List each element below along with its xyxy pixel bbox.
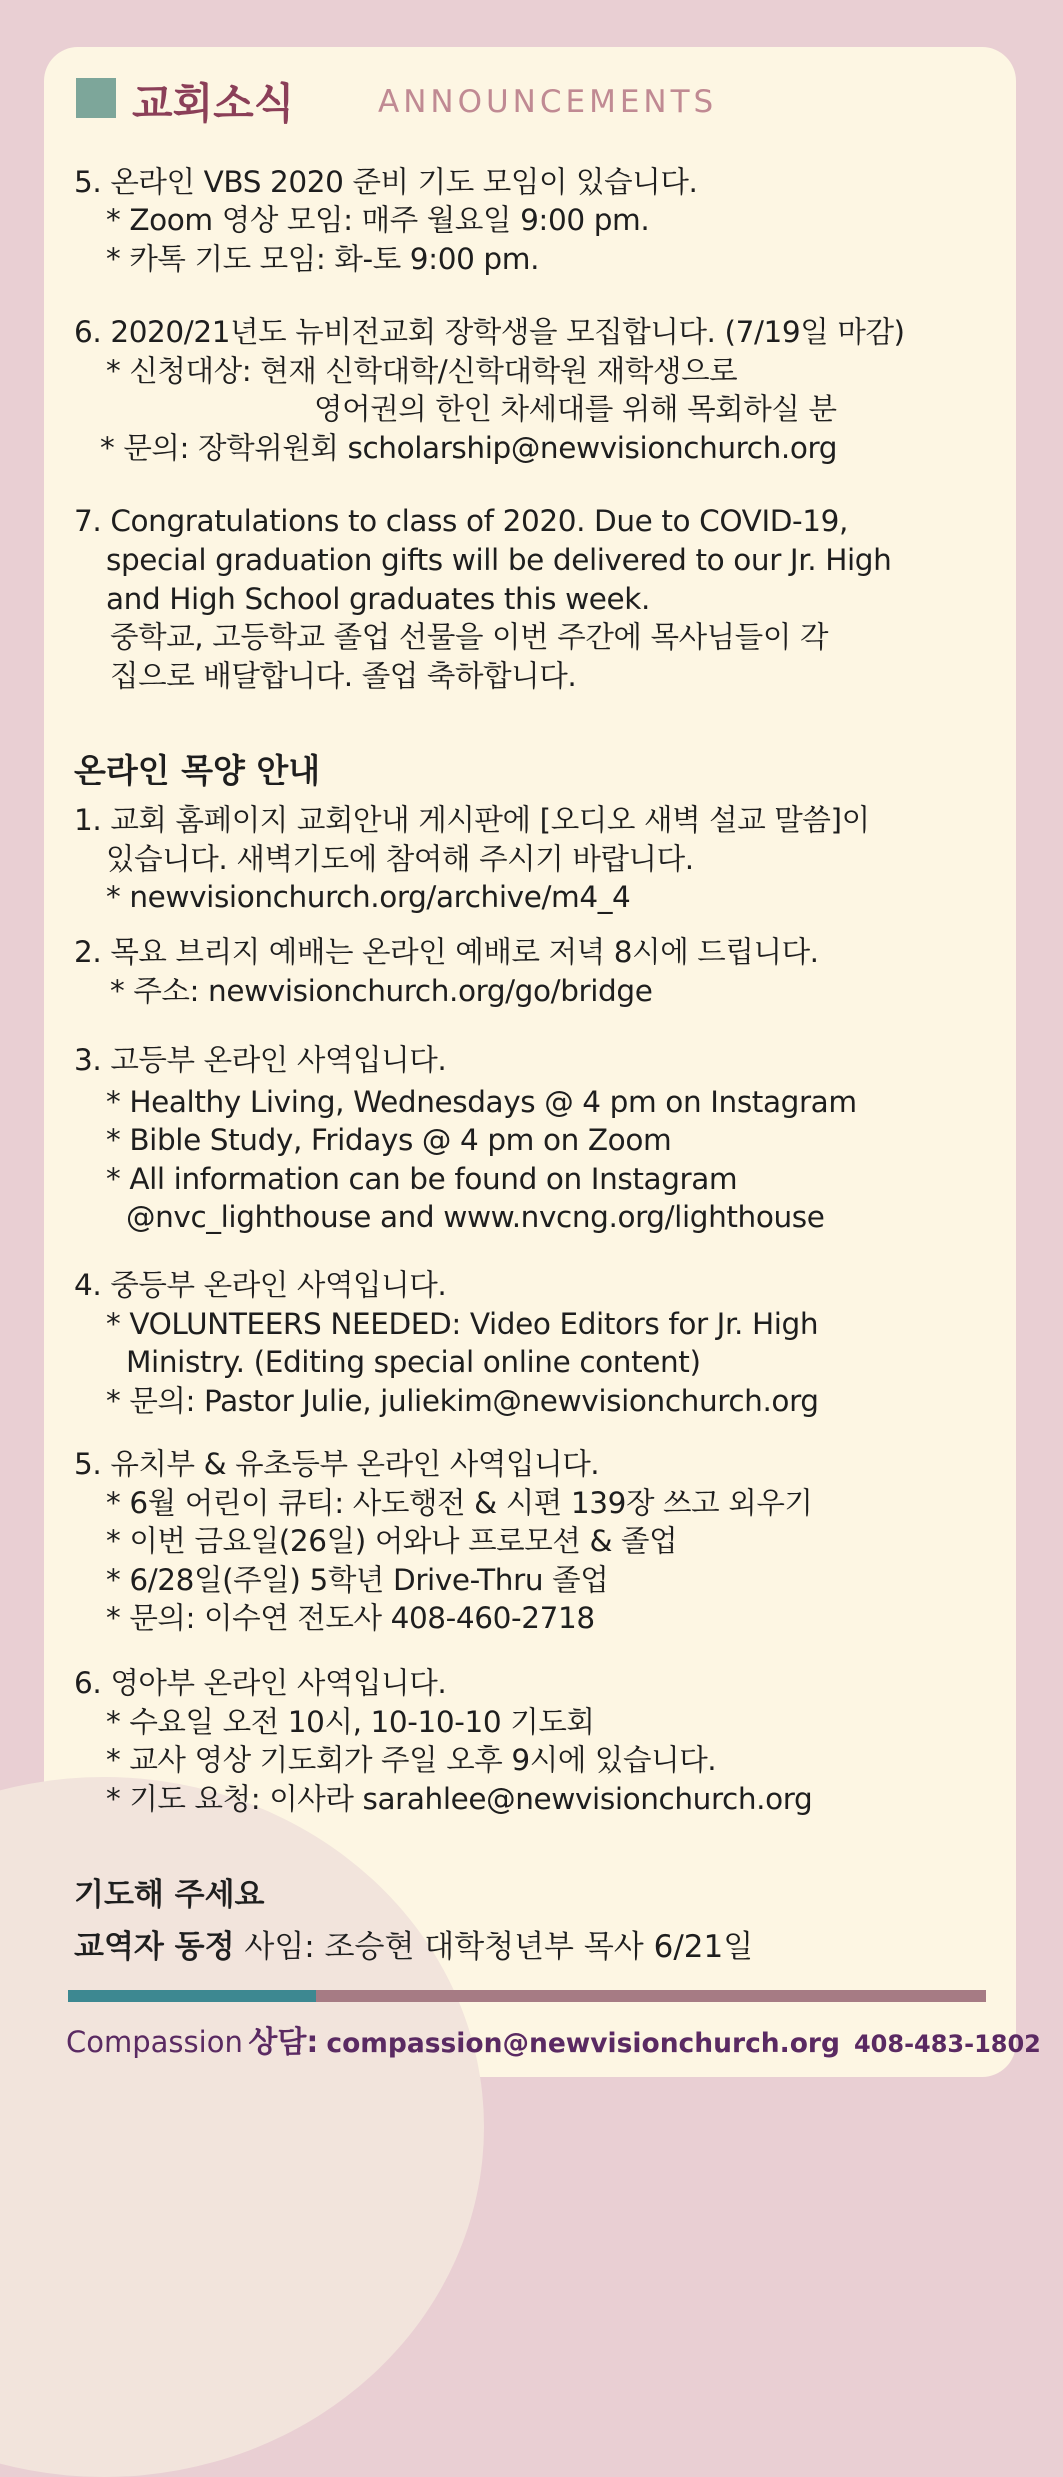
online-item-3-detail: * All information can be found on Instagram <box>106 1162 738 1196</box>
compassion-phone[interactable]: 408-483-1802 <box>853 2030 1041 2058</box>
announcement-7-text-korean: 중학교, 고등학교 졸업 선물을 이번 주간에 목사님들이 각 <box>110 620 829 654</box>
online-item-2-link: * 주소: newvisionchurch.org/go/bridge <box>110 974 653 1008</box>
announcement-5-detail: * 카톡 기도 모임: 화-토 9:00 pm. <box>106 242 540 276</box>
online-item-5-detail: * 6/28일(주일) 5학년 Drive-Thru 졸업 <box>106 1563 609 1597</box>
online-item-6-detail: * 수요일 오전 10시, 10-10-10 기도회 <box>106 1705 595 1739</box>
online-section-heading: 온라인 목양 안내 <box>74 751 321 790</box>
online-item-3-detail: * Bible Study, Fridays @ 4 pm on Zoom <box>106 1123 672 1157</box>
sangdam-label: 상담: <box>248 2025 319 2060</box>
footer-contact <box>66 2017 1041 2061</box>
online-item-3-title: 3. 고등부 온라인 사역입니다. <box>74 1043 447 1077</box>
online-item-2-title: 2. 목요 브리지 예배는 온라인 예배로 저녁 8시에 드립니다. <box>74 935 819 969</box>
announcement-6-detail: * 신청대상: 현재 신학대학/신학대학원 재학생으로 <box>106 354 738 388</box>
prayer-heading: 기도해 주세요 <box>74 1877 265 1913</box>
announcement-5-title: 5. 온라인 VBS 2020 준비 기도 모임이 있습니다. <box>74 165 698 199</box>
online-item-5-detail: * 6월 어린이 큐티: 사도행전 & 시편 139장 쓰고 외우기 <box>106 1486 813 1520</box>
footer-divider-mauve <box>316 1990 986 2002</box>
online-item-6-detail: * 교사 영상 기도회가 주일 오후 9시에 있습니다. <box>106 1743 717 1777</box>
online-item-5-contact: * 문의: 이수연 전도사 408-460-2718 <box>106 1601 595 1635</box>
online-item-1-text: 있습니다. 새벽기도에 참여해 주시기 바랍니다. <box>106 842 694 876</box>
compassion-email[interactable]: compassion@newvisionchurch.org <box>326 2028 840 2059</box>
announcement-7-text: and High School graduates this week. <box>106 582 650 616</box>
header-title-korean: 교회소식 <box>132 79 295 128</box>
online-item-6-contact: * 기도 요청: 이사라 sarahlee@newvisionchurch.org <box>106 1782 813 1816</box>
compassion-label: Compassion <box>66 2025 243 2059</box>
online-item-5-detail: * 이번 금요일(26일) 어와나 프로모션 & 졸업 <box>106 1524 678 1558</box>
announcement-7-text-korean: 집으로 배달합니다. 졸업 축하합니다. <box>110 659 577 693</box>
online-item-3-detail: @nvc_lighthouse and www.nvcng.org/lighthouse <box>126 1200 825 1234</box>
online-item-3-detail: * Healthy Living, Wednesdays @ 4 pm on Instagram <box>106 1085 857 1119</box>
footer-divider-teal <box>68 1990 316 2002</box>
online-item-4-detail: * VOLUNTEERS NEEDED: Video Editors for Jr. High <box>106 1307 819 1341</box>
online-item-1-title: 1. 교회 홈페이지 교회안내 게시판에 [오디오 새벽 설교 말씀]이 <box>74 803 870 837</box>
square-icon <box>76 78 116 118</box>
online-item-4-contact: * 문의: Pastor Julie, juliekim@newvisionchurch.org <box>106 1384 819 1418</box>
announcement-card <box>44 47 1041 2077</box>
prayer-staff-note <box>74 1921 753 1966</box>
announcement-6-title: 6. 2020/21년도 뉴비전교회 장학생을 모집합니다. (7/19일 마감) <box>74 315 905 349</box>
staff-label: 교역자 동정 <box>74 1929 235 1965</box>
announcement-7-text: special graduation gifts will be delivered to our Jr. High <box>106 543 892 577</box>
online-item-5-title: 5. 유치부 & 유초등부 온라인 사역입니다. <box>74 1447 600 1481</box>
announcement-7-title: 7. Congratulations to class of 2020. Due to COVID-19, <box>74 504 849 538</box>
online-item-6-title: 6. 영아부 온라인 사역입니다. <box>74 1666 447 1700</box>
online-item-1-link: * newvisionchurch.org/archive/m4_4 <box>106 880 631 914</box>
online-item-4-title: 4. 중등부 온라인 사역입니다. <box>74 1268 447 1302</box>
header-title-english: ANNOUNCEMENTS <box>378 84 718 120</box>
online-item-4-detail: Ministry. (Editing special online content) <box>126 1345 701 1379</box>
announcement-5-detail: * Zoom 영상 모임: 매주 월요일 9:00 pm. <box>106 203 650 237</box>
announcement-6-contact: * 문의: 장학위원회 scholarship@newvisionchurch.org <box>100 431 838 465</box>
staff-text: 사임: 조승현 대학청년부 목사 6/21일 <box>244 1929 754 1965</box>
announcement-6-detail: 영어권의 한인 차세대를 위해 목회하실 분 <box>314 392 837 426</box>
